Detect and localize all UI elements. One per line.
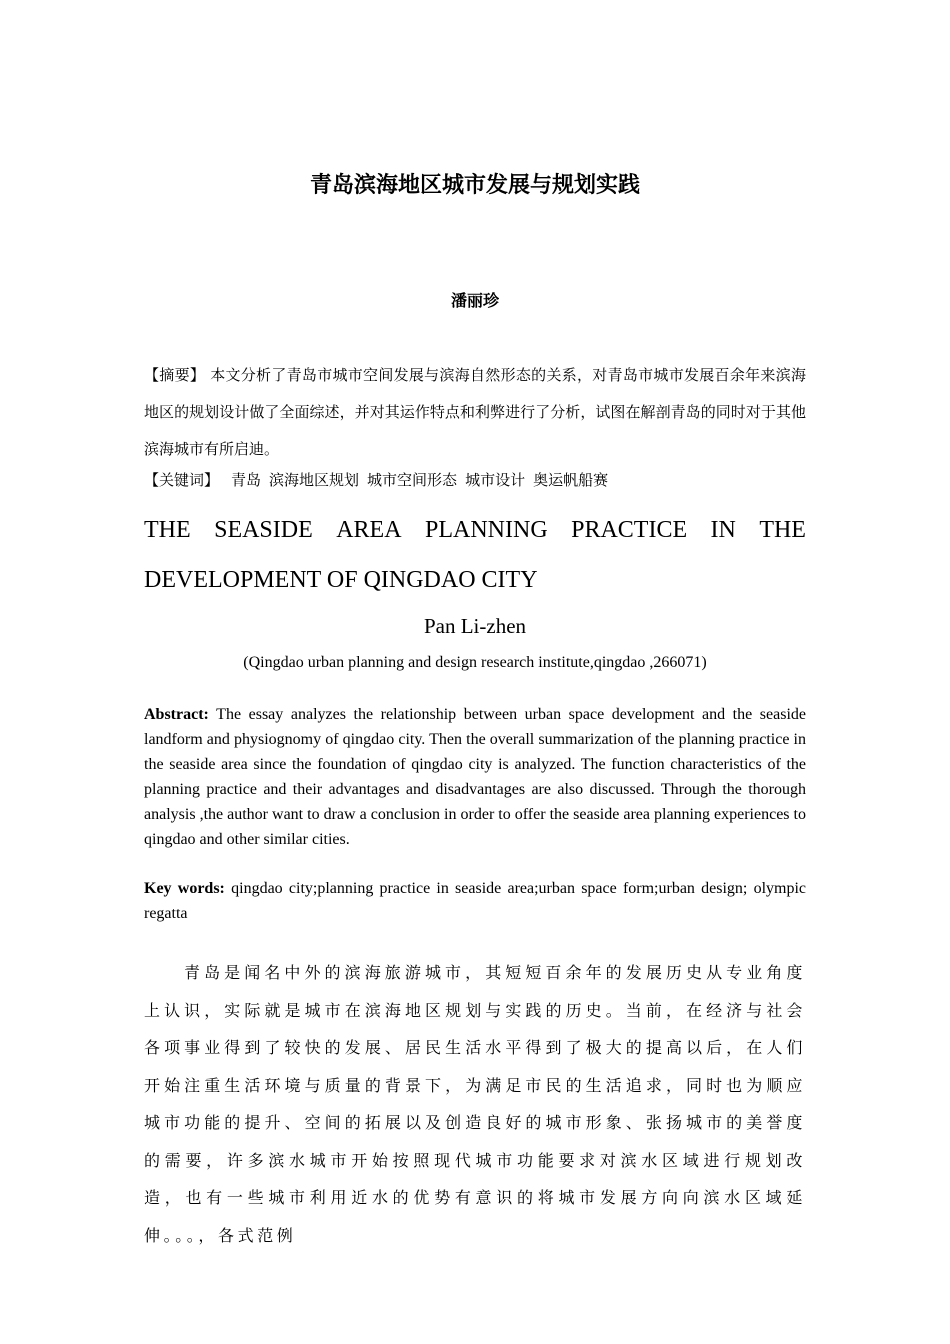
body-paragraph: 青岛是闻名中外的滨海旅游城市，其短短百余年的发展历史从专业角度上认识，实际就是城市在滨海地区规划与实践的历史。当前，在经济与社会各项事业得到了较快的发展、居民生活水平得到了极大的提高以后，在人们开始注重生活环境与质量的背景下，为满足市民的生活追求，同时也为顺应城市功能的提升、空间的拓展以及创造良好的城市形象、张扬城市的美誉度的需要，许多滨水城市开始按照现代城市功能要求对滨水区域进行规划改造，也有一些城市利用近水的优势有意识的将城市发展方向向滨水区域延伸。。。，各式范例 xyxy=(144,963,806,1245)
english-keywords-text: qingdao city;planning practice in seaside area;urban space form;urban design; olympic regatta xyxy=(144,880,807,922)
english-title-word: THE xyxy=(144,517,191,543)
chinese-title: 青岛滨海地区城市发展与规划实践 xyxy=(309,173,640,198)
english-abstract-text: The essay analyzes the relationship between urban space development and the seaside landform and physiognomy of qingdao city. Then the overall summarization of the planning practice in the seaside area since the foundation of qingdao city is analyzed. The function characteristics of the planning practice and their advantages and disadvantages are also discussed. Through the thorough analysis ,the author want to draw a conclusion in order to offer the seaside area planning experiences to qingdao and other similar cities. xyxy=(144,706,806,848)
english-keywords-label: Key words: xyxy=(144,880,225,897)
english-keywords xyxy=(144,876,806,926)
chinese-abstract-text: 本文分析了青岛市城市空间发展与滨海自然形态的关系，对青岛市城市发展百余年来滨海地区的规划设计做了全面综述，并对其运作特点和利弊进行了分析，试图在解剖青岛的同时对于其他滨海城市有所启迪。 xyxy=(144,366,806,458)
english-title-word: THE xyxy=(759,517,806,543)
author-affiliation: (Qingdao urban planning and design research institute,qingdao ,266071) xyxy=(243,654,707,671)
english-title-word: PRACTICE xyxy=(571,517,688,543)
chinese-abstract xyxy=(144,357,806,468)
english-title-word: SEASIDE xyxy=(214,517,313,543)
english-title-line-1 xyxy=(144,505,806,555)
chinese-author: 潘丽珍 xyxy=(450,291,499,310)
chinese-keywords xyxy=(144,468,806,492)
chinese-keyword: 滨海地区规划 xyxy=(269,471,360,489)
english-abstract-label: Abstract: xyxy=(144,706,209,723)
chinese-keyword: 青岛 xyxy=(231,471,262,489)
english-title-word: PLANNING xyxy=(424,517,548,543)
english-author: Pan Li-zhen xyxy=(423,614,527,638)
english-abstract xyxy=(144,702,806,852)
english-title xyxy=(144,505,806,605)
chinese-abstract-label: 【摘要】 xyxy=(144,366,206,384)
english-title-word: IN xyxy=(710,517,736,543)
english-title-line-2: DEVELOPMENT OF QINGDAO CITY xyxy=(144,567,538,593)
chinese-keywords-label: 【关键词】 xyxy=(144,471,220,489)
chinese-keyword: 城市空间形态 xyxy=(367,471,458,489)
chinese-keyword: 奥运帆船赛 xyxy=(533,471,609,489)
english-title-word: AREA xyxy=(336,517,402,543)
chinese-keyword: 城市设计 xyxy=(465,471,526,489)
